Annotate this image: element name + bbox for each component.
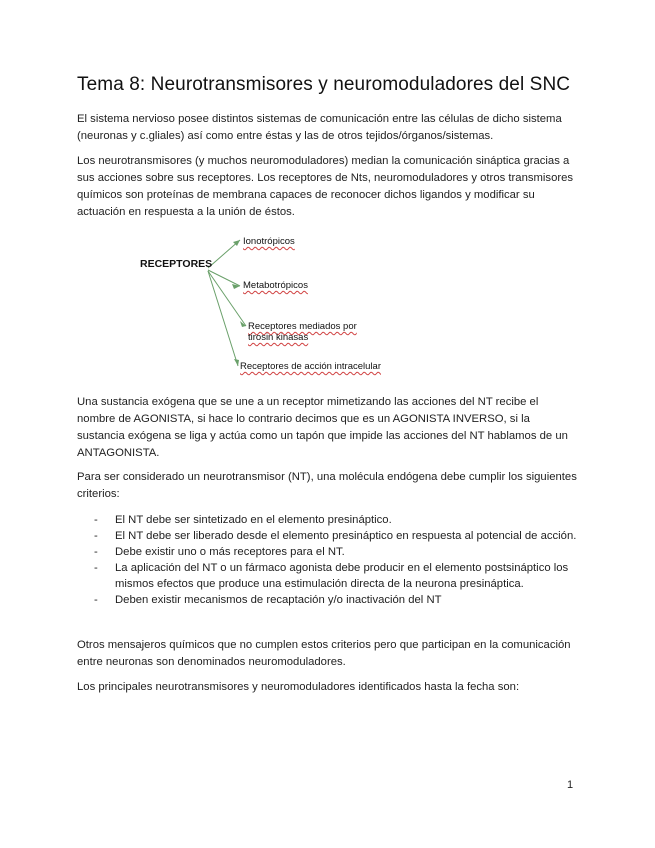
- criterion-text: La aplicación del NT o un fármaco agonista debe producir en el elemento postsináptico los mismos efectos que produce una estimulación directa de la neurona presináptica.: [115, 562, 569, 590]
- page-title: Tema 8: Neurotransmisores y neuromoduladores del SNC: [77, 74, 571, 95]
- criterion-text: El NT debe ser liberado desde el elemento presináptico en respuesta al potencial de acción.: [115, 530, 577, 542]
- diagram-label-metabotropicos: Metabotrópicos: [243, 280, 308, 291]
- paragraph-intro: El sistema nervioso posee distintos sistemas de comunicación entre las células de dicho sistema (neuronas y c.gliales) así como entre éstas y las de otros tejidos/órganos/sistemas.: [77, 113, 562, 142]
- list-item: [77, 544, 577, 560]
- paragraph-principales: Los principales neurotransmisores y neuromoduladores identificados hasta la fecha son:: [77, 681, 520, 693]
- paragraph-agonista: Una sustancia exógena que se une a un receptor mimetizando las acciones del NT recibe el nombre de AGONISTA, si hace lo contrario decimos que es un AGONISTA INVERSO, si la sustancia exógena se liga y actúa como un tapón que impide las acciones del NT hablamos de un ANTAGONISTA.: [77, 396, 568, 459]
- diagram-label-tirosin-kinasas: Receptores mediados por tirosin kinasas: [248, 321, 357, 343]
- bullet-dash: -: [94, 530, 98, 542]
- list-item: [77, 528, 577, 544]
- criteria-list: [77, 512, 577, 608]
- paragraph-neuromoduladores: Otros mensajeros químicos que no cumplen estos criterios pero que participan en la comunicación entre neuronas son denominados neuromoduladores.: [77, 639, 571, 668]
- list-item: [77, 512, 577, 528]
- diagram-label-ionotropicos: Ionotrópicos: [243, 236, 295, 247]
- criterion-text: Deben existir mecanismos de recaptación y/o inactivación del NT: [115, 594, 442, 606]
- bullet-dash: -: [94, 514, 98, 526]
- diagram-root-label: RECEPTORES: [140, 258, 213, 270]
- criterion-text: Debe existir uno o más receptores para el NT.: [115, 546, 345, 558]
- diagram-label-intracelular: Receptores de acción intracelular: [240, 361, 381, 372]
- bullet-dash: -: [94, 594, 98, 606]
- page-number: 1: [567, 779, 574, 791]
- paragraph-criterios-intro: Para ser considerado un neurotransmisor (NT), una molécula endógena debe cumplir los siguientes criterios:: [77, 471, 577, 500]
- bullet-dash: -: [94, 546, 98, 558]
- criterion-text: El NT debe ser sintetizado en el elemento presináptico.: [115, 514, 392, 526]
- list-item: [77, 592, 577, 608]
- bullet-dash: -: [94, 562, 98, 574]
- diagram-arrows: [130, 228, 400, 378]
- paragraph-receptors: Los neurotransmisores (y muchos neuromoduladores) median la comunicación sináptica gracias a sus acciones sobre sus receptores. Los receptores de Nts, neuromoduladores y otros transmisores químicos son proteínas de membrana capaces de reconocer dichos ligandos y modificar su actuación en respuesta a la unión de éstos.: [77, 155, 574, 218]
- list-item: [77, 560, 577, 592]
- receptors-diagram: [130, 228, 400, 378]
